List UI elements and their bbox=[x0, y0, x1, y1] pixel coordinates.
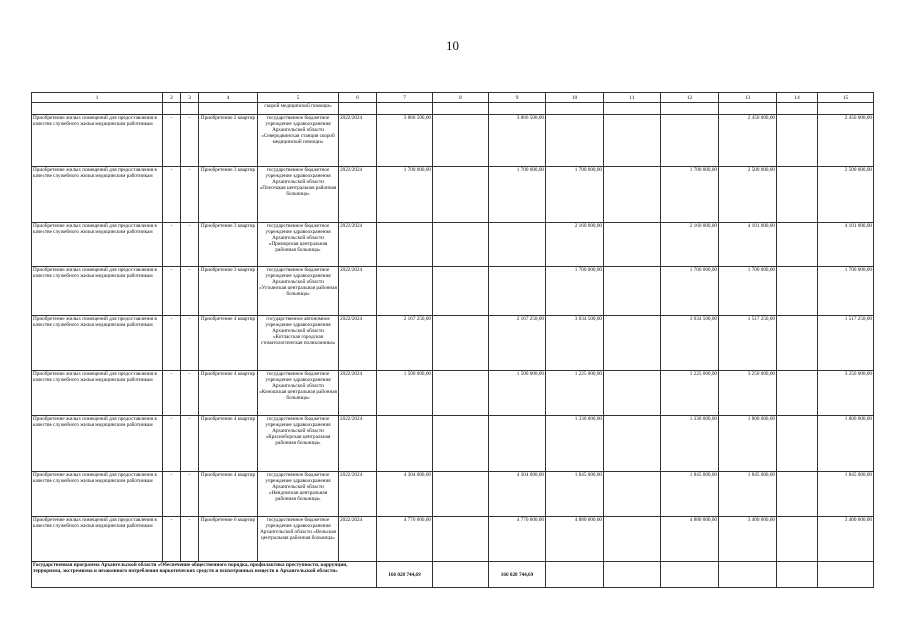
col2-value: - bbox=[163, 371, 181, 416]
col12-value bbox=[661, 115, 719, 167]
row-stage: Приобретение 6 квартир bbox=[199, 517, 258, 562]
row-name: Приобретение жилых помещений для предоставления в качестве служебного жилья медицинским работникам bbox=[32, 517, 163, 562]
col15-value: 1 800 000,00 bbox=[818, 416, 874, 472]
program-table bbox=[31, 92, 874, 588]
col10-value: 1 330 000,00 bbox=[546, 416, 604, 472]
col7-value: 2 167 250,00 bbox=[377, 316, 433, 371]
column-header: 6 bbox=[339, 93, 377, 103]
col12-value: 1 700 000,00 bbox=[661, 167, 719, 223]
col2-value: - bbox=[163, 167, 181, 223]
col3-value: - bbox=[181, 223, 199, 267]
col13-value: 3 400 000,00 bbox=[719, 517, 777, 562]
total-label: Государственная программа Архангельской области «Обеспечение общественного порядка, профилактика преступности, коррупции, терроризма, экстремизма и незаконного потребления наркотических средств и психотропных веществ в Архангельской области» bbox=[32, 562, 377, 588]
row-name: Приобретение жилых помещений для предоставления в качестве служебного жилья медицинским работникам bbox=[32, 371, 163, 416]
col7-value bbox=[377, 223, 433, 267]
col13-value: 1 517 250,00 bbox=[719, 316, 777, 371]
col15-value: 1 845 000,00 bbox=[818, 472, 874, 517]
row-stage: Приобретение 3 квартир bbox=[199, 267, 258, 316]
column-header: 13 bbox=[719, 93, 777, 103]
row-executor: государственное бюджетное учреждение здравоохранения Архангельской области «Приморская центральная районная больница» bbox=[258, 223, 339, 267]
col10-value: 1 225 000,00 bbox=[546, 371, 604, 416]
col9-value: 4 770 000,00 bbox=[489, 517, 546, 562]
col11-value bbox=[604, 472, 661, 517]
column-header: 9 bbox=[489, 93, 546, 103]
col9-value: 1 500 000,00 bbox=[489, 371, 546, 416]
col13-value: 1 800 000,00 bbox=[719, 416, 777, 472]
row-period: 2022/2024 bbox=[339, 316, 377, 371]
row-executor: государственное бюджетное учреждение здравоохранения Архангельской области «Устьянская центральная районная больница» bbox=[258, 267, 339, 316]
col14-value bbox=[777, 316, 818, 371]
table-row bbox=[32, 316, 874, 371]
row-stage: Приобретение 4 квартир bbox=[199, 416, 258, 472]
table-row bbox=[32, 472, 874, 517]
col2-value: - bbox=[163, 472, 181, 517]
col12-value: 1 225 000,00 bbox=[661, 371, 719, 416]
row-executor: государственное бюджетное учреждение здравоохранения Архангельской области «Няндомская центральная районная больница» bbox=[258, 472, 339, 517]
row-period: 2022/2024 bbox=[339, 115, 377, 167]
row-stage: Приобретение 3 квартир bbox=[199, 167, 258, 223]
table-row bbox=[32, 371, 874, 416]
col8-value bbox=[433, 267, 489, 316]
col14-value bbox=[777, 223, 818, 267]
col7-value: 1 700 000,00 bbox=[377, 167, 433, 223]
col3-value: - bbox=[181, 115, 199, 167]
col2-value: - bbox=[163, 267, 181, 316]
row-period: 2022/2024 bbox=[339, 371, 377, 416]
col11-value bbox=[604, 371, 661, 416]
column-header: 15 bbox=[818, 93, 874, 103]
col3-value: - bbox=[181, 167, 199, 223]
row-executor: государственное бюджетное учреждение здравоохранения Архангельской области «Красноборская центральная районная больница» bbox=[258, 416, 339, 472]
col9-value: 4 304 000,00 bbox=[489, 472, 546, 517]
col10-value: 4 880 000,00 bbox=[546, 517, 604, 562]
continuation-executor: скорой медицинской помощи» bbox=[258, 103, 339, 115]
table-row bbox=[32, 517, 874, 562]
column-header: 8 bbox=[433, 93, 489, 103]
col8-value bbox=[433, 223, 489, 267]
col3-value: - bbox=[181, 267, 199, 316]
table-row bbox=[32, 416, 874, 472]
row-executor: государственное бюджетное учреждение здравоохранения Архангельской области «Плесецкая центральная районная больница» bbox=[258, 167, 339, 223]
col9-value bbox=[489, 267, 546, 316]
col9-value: 3 866 500,00 bbox=[489, 115, 546, 167]
col7-value bbox=[377, 416, 433, 472]
col10-value bbox=[546, 115, 604, 167]
row-name: Приобретение жилых помещений для предоставления в качестве служебного жилья медицинским работникам bbox=[32, 115, 163, 167]
col3-value: - bbox=[181, 472, 199, 517]
col9-value: 1 700 000,00 bbox=[489, 167, 546, 223]
row-period: 2022/2024 bbox=[339, 167, 377, 223]
col11-value bbox=[604, 167, 661, 223]
col11-value bbox=[604, 316, 661, 371]
col11-value bbox=[604, 416, 661, 472]
col15-value: 1 517 250,00 bbox=[818, 316, 874, 371]
col13-value: 2 500 000,00 bbox=[719, 167, 777, 223]
col8-value bbox=[433, 371, 489, 416]
col14-value bbox=[777, 416, 818, 472]
col15-value: 2 500 000,00 bbox=[818, 167, 874, 223]
col2-value: - bbox=[163, 416, 181, 472]
column-header: 12 bbox=[661, 93, 719, 103]
col14-value bbox=[777, 517, 818, 562]
row-executor: государственное бюджетное учреждение здравоохранения Архангельской области «Коношская центральная районная больница» bbox=[258, 371, 339, 416]
col14-value bbox=[777, 115, 818, 167]
row-executor: государственное бюджетное учреждение здравоохранения Архангельской области «Вельская центральная районная больница» bbox=[258, 517, 339, 562]
total-col7-value: 166 028 744,69 bbox=[377, 562, 433, 588]
row-name: Приобретение жилых помещений для предоставления в качестве служебного жилья медицинским работникам bbox=[32, 223, 163, 267]
col12-value: 1 845 000,00 bbox=[661, 472, 719, 517]
column-header: 2 bbox=[163, 93, 181, 103]
col11-value bbox=[604, 223, 661, 267]
row-stage: Приобретение 3 квартир bbox=[199, 223, 258, 267]
column-header: 10 bbox=[546, 93, 604, 103]
col7-value: 3 866 500,00 bbox=[377, 115, 433, 167]
col2-value: - bbox=[163, 316, 181, 371]
col10-value: 1 700 000,00 bbox=[546, 267, 604, 316]
col12-value: 3 034 500,00 bbox=[661, 316, 719, 371]
col14-value bbox=[777, 472, 818, 517]
col14-value bbox=[777, 167, 818, 223]
table-row bbox=[32, 223, 874, 267]
row-executor: государственное автономное учреждение здравоохранения Архангельской области «Котласская городская стоматологическая поликлиника» bbox=[258, 316, 339, 371]
row-name: Приобретение жилых помещений для предоставления в качестве служебного жилья медицинским работникам bbox=[32, 472, 163, 517]
row-name: Приобретение жилых помещений для предоставления в качестве служебного жилья медицинским работникам bbox=[32, 167, 163, 223]
row-name: Приобретение жилых помещений для предоставления в качестве служебного жилья медицинским работникам bbox=[32, 316, 163, 371]
col3-value: - bbox=[181, 517, 199, 562]
col13-value: 3 250 000,00 bbox=[719, 371, 777, 416]
col12-value: 4 880 000,00 bbox=[661, 517, 719, 562]
table-row bbox=[32, 167, 874, 223]
col13-value: 1 845 000,00 bbox=[719, 472, 777, 517]
col8-value bbox=[433, 316, 489, 371]
col2-value: - bbox=[163, 517, 181, 562]
col12-value: 2 160 000,00 bbox=[661, 223, 719, 267]
column-header: 14 bbox=[777, 93, 818, 103]
row-stage: Приобретение 4 квартир bbox=[199, 472, 258, 517]
col8-value bbox=[433, 416, 489, 472]
row-period: 2022/2024 bbox=[339, 517, 377, 562]
col2-value: - bbox=[163, 223, 181, 267]
col13-value: 4 101 000,00 bbox=[719, 223, 777, 267]
col9-value bbox=[489, 416, 546, 472]
col3-value: - bbox=[181, 416, 199, 472]
column-header: 1 bbox=[32, 93, 163, 103]
row-stage: Приобретение 4 квартир bbox=[199, 371, 258, 416]
col8-value bbox=[433, 115, 489, 167]
col13-value: 2 450 000,00 bbox=[719, 115, 777, 167]
row-stage: Приобретение 4 квартир bbox=[199, 316, 258, 371]
row-period: 2022/2024 bbox=[339, 416, 377, 472]
col7-value: 4 304 000,00 bbox=[377, 472, 433, 517]
col8-value bbox=[433, 517, 489, 562]
row-stage: Приобретение 2 квартир bbox=[199, 115, 258, 167]
col10-value: 1 845 000,00 bbox=[546, 472, 604, 517]
col13-value: 1 700 000,00 bbox=[719, 267, 777, 316]
column-header: 4 bbox=[199, 93, 258, 103]
col9-value: 2 167 250,00 bbox=[489, 316, 546, 371]
table-header-row bbox=[32, 93, 874, 103]
row-period: 2022/2024 bbox=[339, 472, 377, 517]
row-executor: государственное бюджетное учреждение здравоохранения Архангельской области «Северодвинская станция скорой медицинской помощи» bbox=[258, 115, 339, 167]
col10-value: 1 700 000,00 bbox=[546, 167, 604, 223]
row-name: Приобретение жилых помещений для предоставления в качестве служебного жилья медицинским работникам bbox=[32, 267, 163, 316]
col11-value bbox=[604, 115, 661, 167]
column-header: 3 bbox=[181, 93, 199, 103]
column-header: 11 bbox=[604, 93, 661, 103]
row-name: Приобретение жилых помещений для предоставления в качестве служебного жилья медицинским работникам bbox=[32, 416, 163, 472]
total-row bbox=[32, 562, 874, 588]
col15-value: 1 700 000,00 bbox=[818, 267, 874, 316]
col7-value: 4 770 000,00 bbox=[377, 517, 433, 562]
page-number: 10 bbox=[446, 38, 459, 53]
col7-value: 1 500 000,00 bbox=[377, 371, 433, 416]
table-row bbox=[32, 115, 874, 167]
col14-value bbox=[777, 371, 818, 416]
col10-value: 3 034 500,00 bbox=[546, 316, 604, 371]
continuation-row bbox=[32, 103, 874, 115]
col9-value bbox=[489, 223, 546, 267]
row-period: 2022/2024 bbox=[339, 223, 377, 267]
col11-value bbox=[604, 267, 661, 316]
table-row bbox=[32, 267, 874, 316]
col15-value: 3 400 000,00 bbox=[818, 517, 874, 562]
col12-value: 1 330 000,00 bbox=[661, 416, 719, 472]
col8-value bbox=[433, 167, 489, 223]
col15-value: 3 250 000,00 bbox=[818, 371, 874, 416]
column-header: 7 bbox=[377, 93, 433, 103]
col8-value bbox=[433, 472, 489, 517]
row-period: 2022/2024 bbox=[339, 267, 377, 316]
col3-value: - bbox=[181, 371, 199, 416]
col15-value: 2 450 000,00 bbox=[818, 115, 874, 167]
col10-value: 2 160 000,00 bbox=[546, 223, 604, 267]
total-col9-value: 166 028 744,69 bbox=[489, 562, 546, 588]
col12-value: 1 700 000,00 bbox=[661, 267, 719, 316]
col3-value: - bbox=[181, 316, 199, 371]
col15-value: 4 101 000,00 bbox=[818, 223, 874, 267]
column-header: 5 bbox=[258, 93, 339, 103]
col11-value bbox=[604, 517, 661, 562]
col14-value bbox=[777, 267, 818, 316]
col2-value: - bbox=[163, 115, 181, 167]
col7-value bbox=[377, 267, 433, 316]
